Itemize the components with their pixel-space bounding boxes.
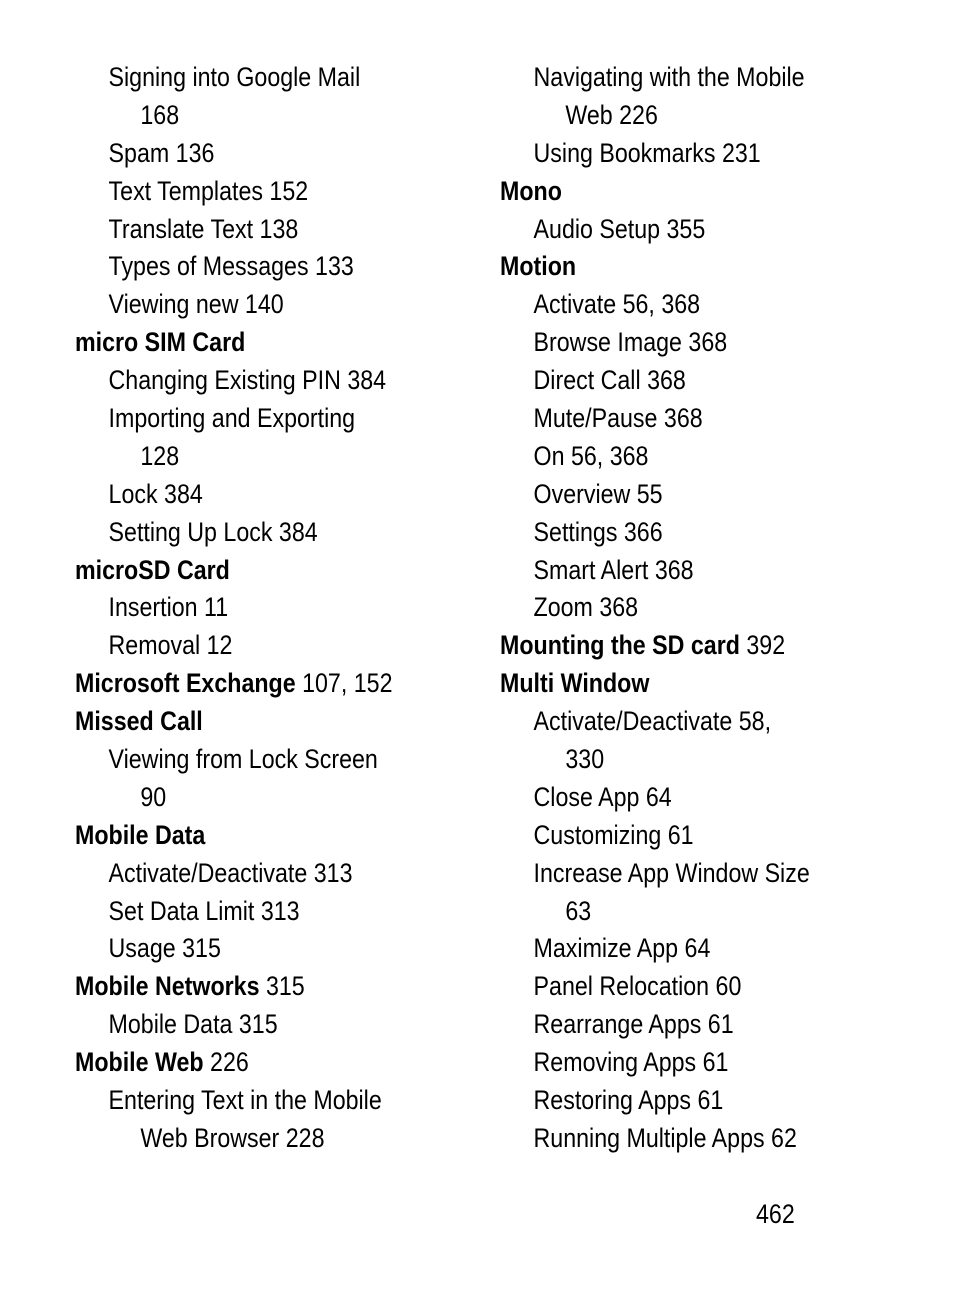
index-subentry-continuation: 168 — [140, 99, 180, 130]
index-heading — [75, 1044, 428, 1082]
index-heading — [75, 968, 428, 1006]
index-subentry: Viewing new 140 — [108, 289, 284, 320]
index-subentry: Text Templates 152 — [108, 175, 309, 206]
index-subentry: Insertion 11 — [108, 592, 229, 623]
index-subentry: Activate/Deactivate 313 — [108, 857, 353, 888]
index-subentry: Panel Relocation 60 — [533, 971, 742, 1002]
index-subentry: Direct Call 368 — [533, 365, 686, 396]
index-subentry: Types of Messages 133 — [108, 251, 354, 282]
index-heading-term: Mounting the SD card — [500, 630, 740, 661]
index-subentry: Using Bookmarks 231 — [533, 137, 761, 168]
index-heading-term: Missed Call — [75, 706, 203, 737]
index-subentry: Overview 55 — [533, 478, 663, 509]
index-heading-term: Motion — [500, 251, 577, 282]
index-subentry: Spam 136 — [108, 137, 215, 168]
index-subentry: Maximize App 64 — [533, 933, 711, 964]
index-subentry: Removing Apps 61 — [533, 1047, 729, 1078]
index-heading — [500, 627, 861, 665]
index-subentry: Browse Image 368 — [533, 327, 728, 358]
index-heading-term: Microsoft Exchange — [75, 668, 296, 699]
index-heading-page-refs: 107, 152 — [295, 668, 393, 699]
index-heading-page-refs: 315 — [259, 971, 305, 1002]
index-subentry: Viewing from Lock Screen — [108, 744, 378, 775]
index-subentry: Importing and Exporting — [108, 403, 356, 434]
index-subentry-continuation: 128 — [140, 440, 180, 471]
index-heading-page-refs: 226 — [203, 1047, 249, 1078]
index-heading-term: Mobile Web — [75, 1047, 204, 1078]
index-heading-term: Multi Window — [500, 668, 650, 699]
index-subentry-continuation: 90 — [140, 781, 167, 812]
index-subentry: Activate 56, 368 — [533, 289, 701, 320]
index-subentry-continuation: 330 — [565, 744, 605, 775]
index-subentry: Lock 384 — [108, 478, 203, 509]
index-subentry: Settings 366 — [533, 516, 663, 547]
index-subentry: Audio Setup 355 — [533, 213, 706, 244]
page-number: 462 — [756, 1199, 795, 1229]
index-subentry: Translate Text 138 — [108, 213, 299, 244]
index-subentry-continuation: 63 — [565, 895, 592, 926]
index-subentry: Running Multiple Apps 62 — [533, 1122, 797, 1153]
index-subentry: Restoring Apps 61 — [533, 1085, 724, 1116]
index-heading-term: microSD Card — [75, 554, 230, 585]
index-subentry: Rearrange Apps 61 — [533, 1009, 734, 1040]
index-subentry: Zoom 368 — [533, 592, 639, 623]
index-heading-term: Mobile Networks — [75, 971, 260, 1002]
index-subentry: Removal 12 — [108, 630, 233, 661]
index-subentry-continuation: Web Browser 228 — [140, 1122, 325, 1153]
index-subentry: Signing into Google Mail — [108, 62, 361, 92]
index-heading — [75, 817, 428, 855]
index-subentry: Close App 64 — [533, 781, 672, 812]
index-subentry-continuation: Web 226 — [565, 99, 658, 130]
index-subentry: Changing Existing PIN 384 — [108, 365, 387, 396]
index-subentry: Mobile Data 315 — [108, 1009, 278, 1040]
index-heading — [75, 665, 428, 703]
index-subentry: Smart Alert 368 — [533, 554, 694, 585]
index-heading-term: micro SIM Card — [75, 327, 246, 358]
index-subentry: Mute/Pause 368 — [533, 403, 703, 434]
index-subentry: Set Data Limit 313 — [108, 895, 300, 926]
index-heading-page-refs: 392 — [739, 630, 786, 661]
index-heading — [75, 703, 428, 741]
index-heading-term: Mobile Data — [75, 819, 206, 850]
index-subentry: Navigating with the Mobile — [533, 62, 805, 92]
index-column-left — [75, 59, 485, 1158]
index-subentry: Increase App Window Size — [533, 857, 810, 888]
index-column-right — [500, 59, 920, 1158]
index-heading — [75, 552, 428, 590]
index-heading — [500, 248, 861, 286]
index-heading — [500, 665, 861, 703]
index-subentry: Usage 315 — [108, 933, 221, 964]
index-subentry: Setting Up Lock 384 — [108, 516, 318, 547]
index-subentry: Customizing 61 — [533, 819, 694, 850]
index-heading — [75, 324, 428, 362]
index-subentry: On 56, 368 — [533, 440, 649, 471]
index-heading — [500, 173, 861, 211]
index-subentry: Entering Text in the Mobile — [108, 1085, 382, 1116]
index-heading-term: Mono — [500, 175, 562, 206]
index-subentry: Activate/Deactivate 58, — [533, 706, 772, 737]
